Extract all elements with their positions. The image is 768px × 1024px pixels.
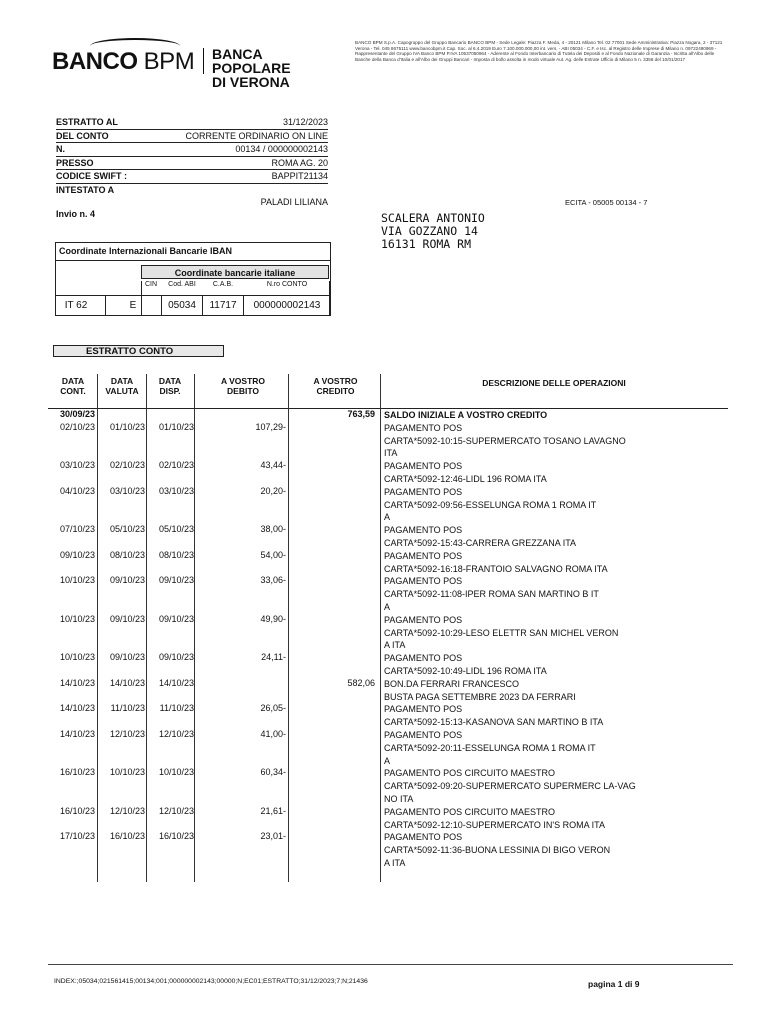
description-line: CARTA*5092-10:15-SUPERMERCATO TOSANO LAVAGNO [384,435,626,446]
info-value: 31/12/2023 [282,117,328,127]
cell-d3: 14/10/23 [158,677,194,688]
cell-d3: 02/10/23 [158,460,194,471]
cell-description [384,575,684,613]
cell-description [384,703,684,729]
invio-number: Invio n. 4 [56,209,96,219]
description-line: CARTA*5092-09:56-ESSELUNGA ROMA 1 ROMA IT [384,499,597,510]
cell-description [384,806,684,832]
iban-divider [56,295,330,296]
recipient-address [381,212,485,251]
table-row [48,806,728,832]
cell-deb: 107,29- [255,421,286,432]
description-line: PAGAMENTO POS CIRCUITO MAESTRO [384,768,556,779]
cell-d3: 03/10/23 [158,485,194,496]
description-line: PAGAMENTO POS [384,653,463,664]
info-row [56,116,328,130]
cell-d2: 09/10/23 [109,613,145,624]
cell-d2: 10/10/23 [109,767,145,778]
address-line: VIA GOZZANO 14 [381,224,478,238]
iban-country: IT 62 [64,300,88,311]
cell-description [384,422,684,460]
cell-d1: 17/10/23 [59,831,95,842]
iban-title: Coordinate Internazionali Bancarie IBAN [56,243,330,261]
cell-deb: 41,00- [260,728,286,739]
logo-banco: BANCO [52,48,138,75]
table-row [48,678,728,704]
table-row [48,460,728,486]
index-code: INDEX:;05034;021561415;00134;001;000000002143;00000;N;EC01;ESTRATTO;31/12/2023;7;N;21436 [54,978,368,985]
info-label: CODICE SWIFT : [56,171,127,181]
info-value: 00134 / 000000002143 [235,144,328,154]
table-row [48,409,728,422]
logo-separator [203,48,204,74]
cell-deb: 21,61- [260,805,286,816]
iban-cab: 11717 [209,300,237,311]
description-line: CARTA*5092-15:13-KASANOVA SAN MARTINO B ITA [384,717,604,728]
transactions [48,409,728,870]
cell-d2: 02/10/23 [109,460,145,471]
info-label: N. [56,144,65,154]
page-number: pagina 1 di 9 [588,979,640,989]
cell-d2: 09/10/23 [109,575,145,586]
description-line: ITA [384,448,398,459]
info-value: CORRENTE ORDINARIO ON LINE [185,130,328,141]
cell-d1: 02/10/23 [59,421,95,432]
info-row [56,184,328,197]
table-row [48,524,728,550]
info-row [56,143,328,157]
cell-d2: 11/10/23 [110,703,145,714]
description-line: PAGAMENTO POS [384,422,463,433]
iban-conto: 000000002143 [253,300,321,311]
cell-d2: 12/10/23 [109,805,145,816]
iban-col-cin: CIN [144,281,158,288]
description-line: BON.DA FERRARI FRANCESCO [384,678,520,689]
cell-d2: 05/10/23 [109,524,145,535]
ecita-code: ECITA - 05005 00134 - 7 [565,198,648,207]
description-line: BUSTA PAGA SETTEMBRE 2023 DA FERRARI [384,691,576,702]
cell-deb: 20,20- [260,485,286,496]
cell-d1: 14/10/23 [59,677,95,688]
description-line: PAGAMENTO POS [384,729,463,740]
cell-cre: 763,59 [347,409,375,419]
cell-description [384,729,684,767]
iban-subtitle: Coordinate bancarie italiane [141,265,329,279]
description-line: PAGAMENTO POS [384,461,463,472]
cell-d1: 04/10/23 [59,485,95,496]
cell-d3: 09/10/23 [158,652,194,663]
info-value: ROMA AG. 20 [271,157,328,168]
cell-description [384,652,684,678]
iban-col-abi: Cod. ABI [168,281,196,288]
table-row [48,729,728,767]
cell-d1: 10/10/23 [59,575,95,586]
description-line: CARTA*5092-16:18-FRANTOIO SALVAGNO ROMA ITA [384,563,608,574]
cell-description [384,524,684,550]
cell-d1: 10/10/23 [59,652,95,663]
description-line: NO ITA [384,793,414,804]
cell-description [384,550,684,576]
cell-description [384,486,684,524]
info-row [56,196,328,209]
description-line: CARTA*5092-12:46-LIDL 196 ROMA ITA [384,473,547,484]
table-row [48,831,728,869]
col-credito: A VOSTRO CREDITO [313,376,358,396]
cell-deb: 43,44- [260,460,286,471]
cell-d3: 09/10/23 [158,575,194,586]
iban-col-cab: C.A.B. [212,281,234,288]
legal-notice: BANCO BPM S.p.A. Capogruppo del Gruppo Bancario BANCO BPM - Sede Legale: Piazza F. Meda, 4 - 20121 Milano Tel. 02 77001 Sede Amministrativa: Piazza Nogara, 2 - 37121 Verona - Tel. 045 8675111 www.bancobpm.it Cap. Soc. al 6.4.2019 Euro 7.100.000.000,00 int. vers. - ABI 05034 - C.F. e Isc. al Registro delle Imprese di Milano n. 09722490969 - Rappresentante del Gruppo IVA Banco BPM P.IVA 10537050964 - Aderente al Fondo Interbancario di Tutela dei Depositi e al Fondo Nazionale di Garanzia - Iscritta all'Albo delle Banche della Banca d'Italia e all'Albo dei Gruppi Bancari - Imposta di bollo assolta in modo virtuale Aut. Ag. delle Entrate Ufficio di Milano 5 n. 3358 del 10/01/2017 [355,40,723,62]
cell-deb: 24,11- [261,652,286,663]
cell-deb: 54,00- [260,549,286,560]
cell-deb: 38,00- [260,524,286,535]
cell-deb: 23,01- [260,831,286,842]
description-line: CARTA*5092-15:43-CARRERA GREZZANA ITA [384,537,577,548]
col-debito: A VOSTRO DEBITO [220,376,266,396]
bank-name-line2: DI VERONA [212,74,290,90]
cell-description [384,460,684,486]
description-line: CARTA*5092-11:08-IPER ROMA SAN MARTINO B IT [384,589,599,600]
cell-d3: 05/10/23 [158,524,194,535]
cell-d3: 16/10/23 [158,831,194,842]
section-title: ESTRATTO CONTO [53,345,224,357]
cell-deb: 49,90- [260,613,286,624]
cell-d1: 09/10/23 [59,549,95,560]
description-line: A ITA [384,857,406,868]
description-line: PAGAMENTO POS CIRCUITO MAESTRO [384,806,556,817]
cell-d3: 11/10/23 [159,703,194,714]
cell-d3: 10/10/23 [158,767,194,778]
cell-d1: 14/10/23 [59,728,95,739]
cell-d3: 12/10/23 [158,805,194,816]
bank-logo [52,48,194,76]
cell-description [384,678,684,704]
cell-d2: 01/10/23 [109,421,145,432]
description-line: CARTA*5092-09:20-SUPERMERCATO SUPERMERC LA-VAG [384,781,636,792]
address-line: 16131 ROMA RM [381,237,472,251]
table-row [48,652,728,678]
description-line: PAGAMENTO POS [384,614,463,625]
table-row [48,486,728,524]
description-line: PAGAMENTO POS [384,525,463,536]
cell-description [384,767,684,805]
description-line: PAGAMENTO POS [384,832,463,843]
cell-d2: 03/10/23 [109,485,145,496]
description-line: CARTA*5092-20:11-ESSELUNGA ROMA 1 ROMA IT [384,742,596,753]
info-row [56,170,328,184]
cell-deb: 26,05- [260,703,286,714]
info-label: INTESTATO A [56,184,115,195]
col-data-valuta: DATA VALUTA [105,376,139,396]
bank-name [212,47,342,89]
logo-bpm: BPM [143,48,195,75]
description-line: CARTA*5092-10:49-LIDL 196 ROMA ITA [384,665,547,676]
table-row [48,767,728,805]
cell-d1: 03/10/23 [59,460,95,471]
description-line: A [384,601,391,612]
info-value: BAPPIT21134 [271,171,328,181]
cell-deb: 33,06- [260,575,286,586]
description-line: CARTA*5092-10:29-LESO ELETTR SAN MICHEL VERON [384,627,619,638]
info-row [56,130,328,144]
iban-col-conto: N.ro CONTO [266,281,308,288]
cell-description [384,409,684,422]
info-value: PALADI LILIANA [260,197,328,207]
iban-abi: 05034 [168,300,196,311]
description-line: A [384,512,391,523]
cell-d2: 08/10/23 [109,549,145,560]
cell-d3: 08/10/23 [158,549,194,560]
account-info [56,116,328,209]
description-line: PAGAMENTO POS [384,486,463,497]
cell-d1: 07/10/23 [59,524,95,535]
description-line: CARTA*5092-11:36-BUONA LESSINIA DI BIGO VERON [384,845,611,856]
cell-deb: 60,34- [260,767,286,778]
info-label: PRESSO [56,157,94,168]
description-line: A ITA [384,640,406,651]
footer-rule [48,964,733,965]
cell-d2: 14/10/23 [109,677,145,688]
col-descrizione: DESCRIZIONE DELLE OPERAZIONI [482,378,626,388]
cell-d3: 12/10/23 [158,728,194,739]
cell-d2: 16/10/23 [109,831,145,842]
table-row [48,614,728,652]
cell-cre: 582,06 [347,677,375,688]
cell-d1: 14/10/23 [59,703,95,714]
description-line: PAGAMENTO POS [384,576,463,587]
cell-d1: 10/10/23 [59,613,95,624]
col-data-disp: DATA DISP. [158,376,182,396]
cell-d1: 30/09/23 [59,409,95,419]
col-data-cont: DATA CONT. [60,376,86,396]
address-line: SCALERA ANTONIO [381,211,485,225]
bank-name-line1: BANCA POPOLARE [212,46,291,76]
iban-cin: E [129,300,137,311]
table-row [48,575,728,613]
info-row [56,157,328,171]
description-line: PAGAMENTO POS [384,550,463,561]
description-line: PAGAMENTO POS [384,704,463,715]
cell-description [384,831,684,869]
cell-d3: 01/10/23 [158,421,194,432]
iban-box [55,242,331,316]
table-row [48,422,728,460]
cell-d2: 09/10/23 [109,652,145,663]
table-header [48,374,728,408]
info-label: ESTRATTO AL [56,117,118,127]
cell-d1: 16/10/23 [59,805,95,816]
description-line: A [384,755,391,766]
info-label: DEL CONTO [56,130,109,141]
table-row [48,550,728,576]
description-line: CARTA*5092-12:10-SUPERMERCATO IN'S ROMA ITA [384,819,605,830]
cell-description [384,614,684,652]
cell-d3: 09/10/23 [158,613,194,624]
description-line: SALDO INIZIALE A VOSTRO CREDITO [384,410,548,420]
cell-d2: 12/10/23 [109,728,145,739]
table-row [48,703,728,729]
cell-d1: 16/10/23 [59,767,95,778]
